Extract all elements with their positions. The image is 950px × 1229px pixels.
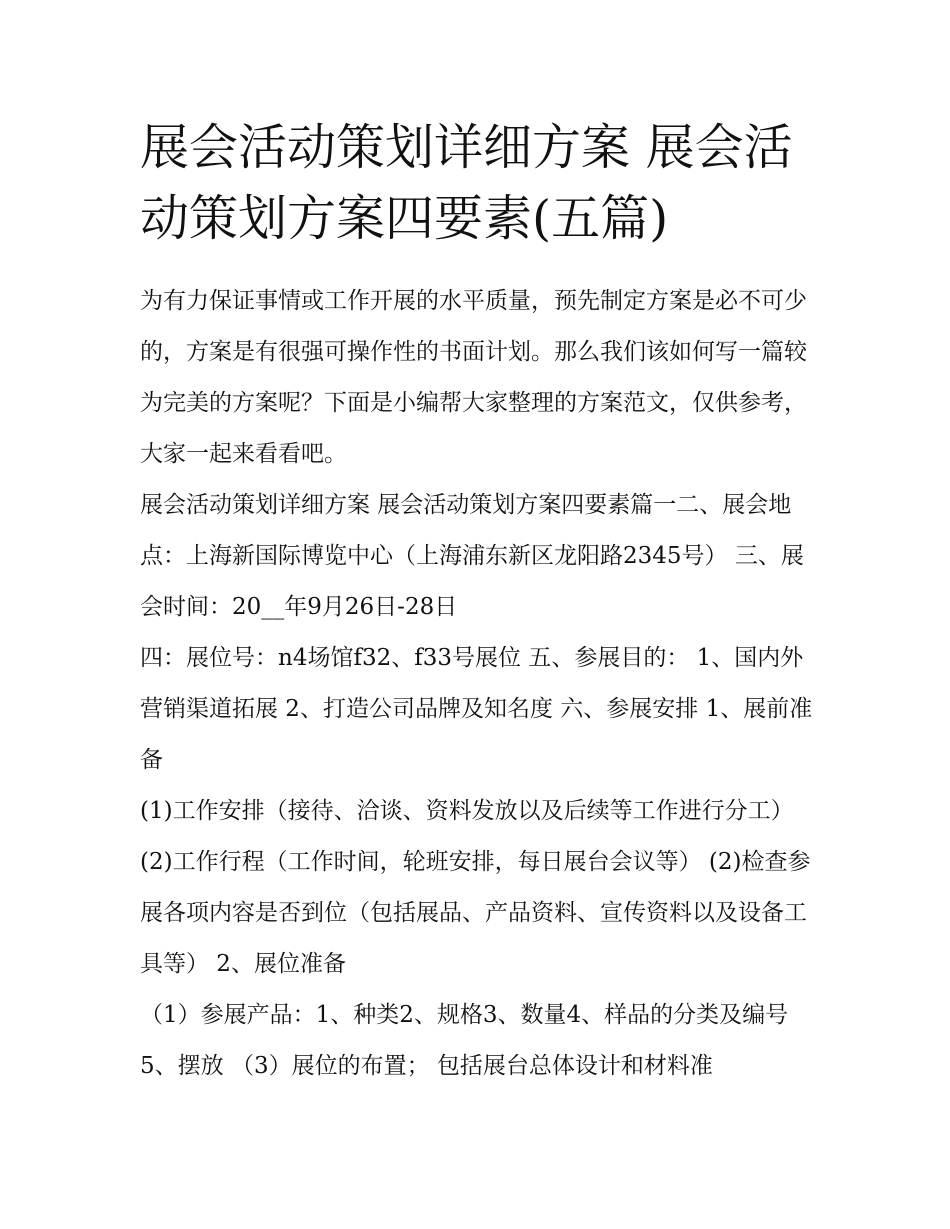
- paragraph-intro: 为有力保证事情或工作开展的水平质量，预先制定方案是必不可少的，方案是有很强可操作性的书面计划。那么我们该如何写一篇较为完美的方案呢？下面是小编帮大家整理的方案范文，仅供参考，大家一起来看看吧。: [140, 288, 807, 467]
- paragraph-work-arrangement: (1)工作安排（接待、洽谈、资料发放以及后续等工作进行分工） (2)工作行程（工作时间，轮班安排，每日展台会议等） (2)检查参展各项内容是否到位（包括展品、产品资料、宣传资料以及设备工具等） 2、展位准备: [140, 798, 811, 977]
- paragraph-exhibition-info: 展会活动策划详细方案 展会活动策划方案四要素篇一二、展会地点：上海新国际博览中心（上海浦东新区龙阳路2345号） 三、展会时间：20__年9月26日-28日: [140, 492, 804, 620]
- paragraph-exhibit-products: （1）参展产品：1、种类2、规格3、数量4、样品的分类及编号5、摆放 （3）展位的布置； 包括展台总体设计和材料准: [140, 1002, 789, 1079]
- document-body: [140, 276, 820, 1092]
- document-title: 展会活动策划详细方案 展会活动策划方案四要素(五篇): [140, 119, 793, 247]
- paragraph-booth-goals: 四：展位号：n4场馆f32、f33号展位 五、参展目的： 1、国内外营销渠道拓展 2、打造公司品牌及知名度 六、参展安排 1、展前准备: [140, 645, 813, 773]
